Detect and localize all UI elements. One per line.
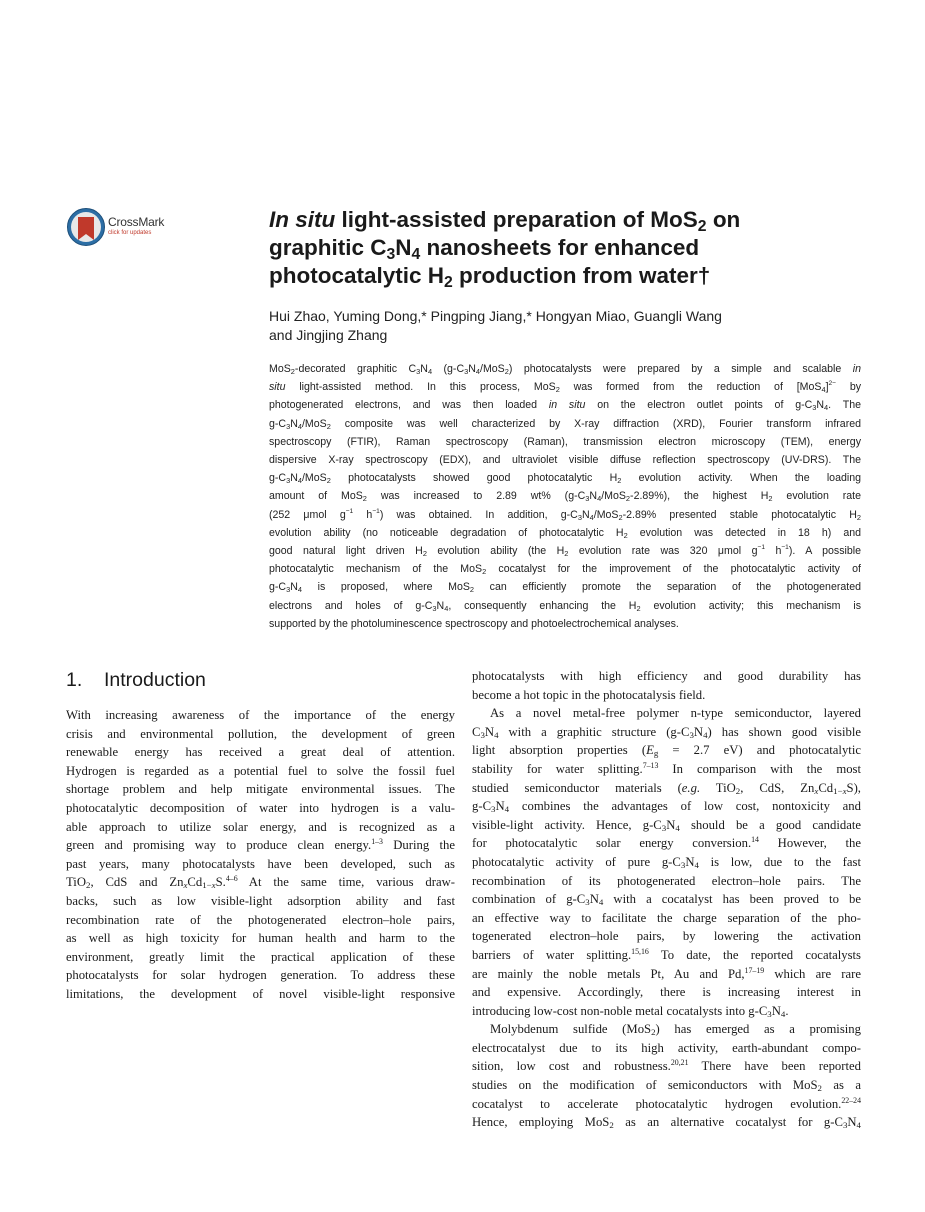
abstract-line: good natural light driven $H_2$ evolution ability (the $H_2$ evolution rate was 320 μmol $g^{-1}$ $h^{-1}$). A possible <box>269 544 862 559</box>
author-list <box>269 307 859 345</box>
body-line: green and promising way to produce clean energy.$^{1-3}$ During the <box>66 837 455 853</box>
body-line: TiO$_2$, CdS and $Zn_xCd_{1-x}S.^{4-6}$ At the same time, various draw- <box>66 874 455 891</box>
body-line: backs, such as low visible-light adsorption ability and fast <box>66 893 455 908</box>
body-line: studied semiconductor materials (e.g. TiO$_2$, CdS, $Zn_xCd_{1-x}S$), <box>472 780 861 796</box>
abstract-line: $g-C_3N_4$ is proposed, where MoS$_2$ can efficiently promote the separation of the photogenerated <box>269 581 861 595</box>
body-line: Hydrogen is regarded as a potential fuel to solve the fossil fuel <box>66 763 455 778</box>
body-line: electrocatalyst due to its high activity, earth-abundant compo- <box>472 1040 861 1055</box>
body-line: an effective way to facilitate the charge separation of the pho- <box>472 910 861 925</box>
body-line: $C_3N_4$ with a graphitic structure $(g-C_3N_4)$ has shown good visible <box>472 724 861 740</box>
body-line: With increasing awareness of the importance of the energy <box>66 708 455 722</box>
title-line: graphitic $C_3N_4$ nanosheets for enhanced <box>269 235 700 263</box>
abstract-line: dispersive X-ray spectroscopy (EDX), and ultraviolet visible diffuse reflection spectroscopy (UV-DRS). The <box>269 454 861 467</box>
body-line: photocatalytic activity of pure $g-C_3N_4$ is low, due to the fast <box>472 854 861 870</box>
abstract-line: spectroscopy (FTIR), Raman spectroscopy (Raman), transmission electron microscopy (TEM), energy <box>269 435 861 448</box>
body-line: for photocatalytic solar energy conversion.$^{14}$ However, the <box>472 835 861 851</box>
body-line: barriers of water splitting.$^{15,16}$ To date, the reported cocatalysts <box>472 946 861 962</box>
abstract-line: (252 μmol $g^{-1}$ $h^{-1}$) was obtained. In addition, $g-C_3N_4/MoS_2-2.89\%$ presented stable photocatalytic $H_2$ <box>269 507 862 522</box>
body-line: limitations, the development of novel visible-light responsive <box>66 986 455 1001</box>
body-line: shortage problem and help mitigate environmental issues. The <box>66 782 455 797</box>
body-line: photocatalysts for solar hydrogen generation. To address these <box>66 968 455 983</box>
body-line: past years, many photocatalysts have been developed, such as <box>66 856 455 871</box>
author-line: Hui Zhao, Yuming Dong,* Pingping Jiang,* Hongyan Miao, Guangli Wang <box>269 308 722 324</box>
abstract-line: MoS$_2$-decorated graphitic $C_3N_4$ $(g-C_3N_4/MoS_2)$ photocatalysts were prepared by a simple and scalable in <box>269 363 861 376</box>
author-line: and Jingjing Zhang <box>269 327 388 343</box>
body-line: stability for water splitting.$^{7-13}$ In comparison with the most <box>472 760 861 776</box>
article-title <box>269 206 859 290</box>
abstract-line: photocatalytic mechanism of the MoS$_2$ cocatalyst for the improvement of the photocatalytic activity of <box>269 563 861 577</box>
body-line: cocatalyst to accelerate photocatalytic hydrogen evolution.$^{22-24}$ <box>472 1095 861 1111</box>
crossmark-badge[interactable] <box>66 207 176 247</box>
crossmark-subtext: click for updates <box>108 230 152 236</box>
body-line: crisis and environmental pollution, the development of green <box>66 726 455 741</box>
abstract-line: amount of MoS$_2$ was increased to 2.89 wt% $(g-C_3N_4/MoS_2-2.89\%)$, the highest $H_2$ evolution rate <box>269 490 862 504</box>
body-line: Hence, employing MoS$_2$ as an alternative cocatalyst for $g-C_3N_4$ <box>472 1115 861 1131</box>
body-line: recombination rate of the photogenerated electron–hole pairs, <box>66 912 455 927</box>
body-line: are mainly the noble metals Pt, Au and Pd,$^{17-19}$ which are rare <box>472 965 861 981</box>
body-line: light absorption properties ($E_g = 2.7$ eV) and photocatalytic <box>472 743 861 759</box>
body-column-left <box>66 706 455 1004</box>
body-line: visible-light activity. Hence, $g-C_3N_4$ should be a good candidate <box>472 817 861 833</box>
section-heading-introduction <box>66 668 206 692</box>
abstract-line: situ light-assisted method. In this process, MoS$_2$ was formed from the reduction of $[MoS_4]^{2-}$ by <box>269 380 862 395</box>
body-line: and expensive. Accordingly, there is increasing interest in <box>472 985 861 1000</box>
body-column-right <box>472 667 861 1132</box>
body-line: $g-C_3N_4$ combines the advantages of low cost, nontoxicity and <box>472 799 861 815</box>
body-line: as well as high toxicity for human health and harm to the <box>66 931 455 946</box>
body-line: studies on the modification of semiconductors with MoS$_2$ as a <box>472 1078 861 1094</box>
abstract-line: evolution ability (no noticeable degradation of photocatalytic $H_2$ evolution was detected in 18 h) and <box>269 526 861 540</box>
body-line: recombination of its photogenerated electron–hole pairs. The <box>472 873 861 888</box>
section-number: 1. <box>66 669 83 691</box>
body-line: combination of $g-C_3N_4$ with a cocatalyst has been proved to be <box>472 892 861 908</box>
body-line: Molybdenum sulfide (MoS$_2$) has emerged as a promising <box>490 1022 861 1038</box>
body-line: sition, low cost and robustness.$^{20,21}$ There have been reported <box>472 1058 861 1074</box>
body-line: able approach to utilize solar energy, and is recognized as a <box>66 819 455 834</box>
title-line: In situ light-assisted preparation of MoS$_2$ on <box>269 207 741 235</box>
crossmark-name: CrossMark <box>108 215 165 229</box>
body-line: introducing low-cost non-noble metal cocatalysts into $g-C_3N_4$. <box>472 1003 789 1019</box>
abstract-line: photogenerated electrons, and was then loaded in situ on the electron outlet points of $g-C_3N_4$. The <box>269 399 861 413</box>
body-line: photocatalytic decomposition of water into hydrogen is a valu- <box>66 800 455 815</box>
crossmark-icon <box>66 207 106 247</box>
body-line: As a novel metal-free polymer n-type semiconductor, layered <box>490 706 861 721</box>
section-title: Introduction <box>104 669 206 691</box>
title-line: photocatalytic $H_2$ production from water† <box>269 263 711 291</box>
abstract-line: $g-C_3N_4/MoS_2$ photocatalysts showed good photocatalytic $H_2$ evolution activity. When the loading <box>269 472 861 486</box>
body-line: renewable energy has received a great deal of attention. <box>66 745 455 760</box>
body-line: photocatalysts with high efficiency and good durability has <box>472 669 861 683</box>
body-line: become a hot topic in the photocatalysis field. <box>472 687 706 702</box>
body-line: togenerated electron–hole pairs, by lowering the activation <box>472 929 861 944</box>
abstract-line: supported by the photoluminescence spectroscopy and photoelectrochemical analyses. <box>269 617 679 630</box>
abstract-line: $g-C_3N_4/MoS_2$ composite was well characterized by X-ray diffraction (XRD), Fourier transform infrared <box>269 417 861 431</box>
abstract <box>269 360 861 633</box>
body-line: environment, greatly limit the practical application of these <box>66 949 455 964</box>
abstract-line: electrons and holes of $g-C_3N_4$, consequently enhancing the $H_2$ evolution activity; this mechanism is <box>269 599 861 613</box>
